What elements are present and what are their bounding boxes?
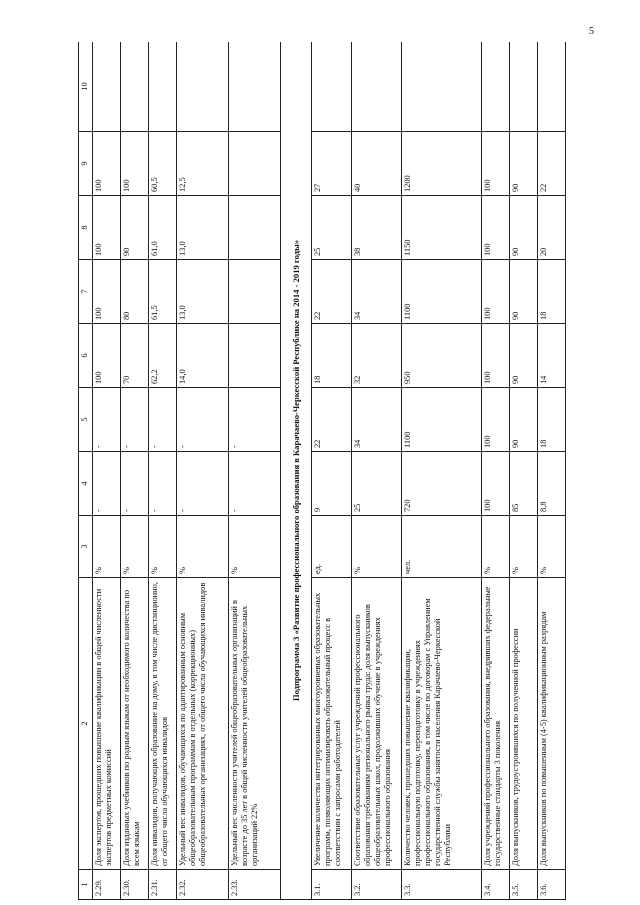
indicator-name: Количество человек, прошедших повышение квалификации, профессиональную подготовку, переподготовку в учреждениях профессионального образования, в том числе по договорам с Управлением государственной службы занятости населения Карачаево-Черкесской Республики bbox=[402, 578, 482, 870]
value-col-4: - bbox=[121, 452, 149, 516]
indicator-name: Соответствие образовательных услуг учреждений профессионального образования требованиям регионального рынка труда: доля выпускников общеобразовательных школ, продолживших обучение в учреждениях профессионального образования bbox=[352, 578, 402, 870]
value-col-10 bbox=[93, 42, 121, 132]
unit: чел. bbox=[402, 516, 482, 578]
value-col-10 bbox=[510, 42, 538, 132]
row-number: 2.33. bbox=[229, 870, 281, 900]
subprogram-title: Подпрограмма 3 «Развитие профессионального образования в Карачаево-Черкесской Республике на 2014 - 2019 годы» bbox=[281, 42, 312, 900]
column-header: 8 bbox=[79, 196, 93, 260]
value-col-10 bbox=[229, 42, 281, 132]
subprogram-header-row bbox=[281, 42, 312, 900]
value-col-9: 22 bbox=[538, 132, 566, 196]
column-header: 6 bbox=[79, 324, 93, 388]
value-col-4: 100 bbox=[482, 452, 510, 516]
row-number: 3.3. bbox=[402, 870, 482, 900]
row-number: 2.32. bbox=[177, 870, 229, 900]
value-col-6: 14,0 bbox=[177, 324, 229, 388]
column-header: 9 bbox=[79, 132, 93, 196]
value-col-8: 38 bbox=[352, 196, 402, 260]
value-col-10 bbox=[538, 42, 566, 132]
value-col-5: 18 bbox=[538, 388, 566, 452]
unit: % bbox=[121, 516, 149, 578]
value-col-7: 90 bbox=[510, 260, 538, 324]
column-header: 7 bbox=[79, 260, 93, 324]
row-number: 3.1. bbox=[312, 870, 352, 900]
value-col-7: 34 bbox=[352, 260, 402, 324]
subprogram-header-section bbox=[281, 42, 312, 900]
unit: % bbox=[149, 516, 177, 578]
value-col-7: 80 bbox=[121, 260, 149, 324]
indicator-name: Доля выпускников по повышенным (4-5) квалификационным разрядам bbox=[538, 578, 566, 870]
value-col-4: 25 bbox=[352, 452, 402, 516]
value-col-9 bbox=[229, 132, 281, 196]
value-col-10 bbox=[149, 42, 177, 132]
row-number: 3.4. bbox=[482, 870, 510, 900]
indicator-name: Доля изданных учебников по родным языкам от необходимого количества по всем языкам bbox=[121, 578, 149, 870]
value-col-6: 70 bbox=[121, 324, 149, 388]
row-number: 3.6. bbox=[538, 870, 566, 900]
value-col-9: 12,5 bbox=[177, 132, 229, 196]
value-col-8: 100 bbox=[93, 196, 121, 260]
value-col-5: - bbox=[177, 388, 229, 452]
unit: % bbox=[538, 516, 566, 578]
value-col-6: 62,2 bbox=[149, 324, 177, 388]
value-col-7 bbox=[229, 260, 281, 324]
value-col-4: - bbox=[149, 452, 177, 516]
unit: % bbox=[510, 516, 538, 578]
column-header: 10 bbox=[79, 42, 93, 132]
value-col-8: 25 bbox=[312, 196, 352, 260]
value-col-4: - bbox=[177, 452, 229, 516]
value-col-7: 18 bbox=[538, 260, 566, 324]
row-number: 3.5. bbox=[510, 870, 538, 900]
value-col-7: 22 bbox=[312, 260, 352, 324]
value-col-9: 40 bbox=[352, 132, 402, 196]
value-col-9: 100 bbox=[121, 132, 149, 196]
value-col-5: 34 bbox=[352, 388, 402, 452]
value-col-9: 90 bbox=[510, 132, 538, 196]
table-row bbox=[402, 42, 482, 900]
value-col-6: 90 bbox=[510, 324, 538, 388]
value-col-6: 32 bbox=[352, 324, 402, 388]
table-row bbox=[93, 42, 121, 900]
value-col-6: 18 bbox=[312, 324, 352, 388]
indicator-name: Доля учреждений профессионального образования, внедривших федеральные государственные стандарты 3 поколения bbox=[482, 578, 510, 870]
table-row bbox=[510, 42, 538, 900]
table-row bbox=[149, 42, 177, 900]
value-col-10 bbox=[402, 42, 482, 132]
value-col-5: 22 bbox=[312, 388, 352, 452]
value-col-9: 1200 bbox=[402, 132, 482, 196]
value-col-8: 61,0 bbox=[149, 196, 177, 260]
indicator-name: Доля экспертов, прошедших повышение квалификации в общей численности экспертов предметных комиссий bbox=[93, 578, 121, 870]
value-col-8: 20 bbox=[538, 196, 566, 260]
column-header: 3 bbox=[79, 516, 93, 578]
value-col-6: 100 bbox=[482, 324, 510, 388]
table-row bbox=[538, 42, 566, 900]
row-number: 2.31. bbox=[149, 870, 177, 900]
document-page bbox=[78, 42, 585, 900]
row-number: 2.30. bbox=[121, 870, 149, 900]
value-col-7: 100 bbox=[482, 260, 510, 324]
value-col-4: - bbox=[229, 452, 281, 516]
value-col-5: - bbox=[149, 388, 177, 452]
indicator-name: Удельный вес численности учителей общеобразовательных организаций в возрасте до 35 лет в общей численности учителей общеобразовательных организаций 22% bbox=[229, 578, 281, 870]
value-col-9: 100 bbox=[93, 132, 121, 196]
value-col-10 bbox=[482, 42, 510, 132]
column-header: 2 bbox=[79, 578, 93, 870]
value-col-5: - bbox=[93, 388, 121, 452]
value-col-8: 1150 bbox=[402, 196, 482, 260]
value-col-10 bbox=[312, 42, 352, 132]
table-row bbox=[229, 42, 281, 900]
column-header: 4 bbox=[79, 452, 93, 516]
table-row bbox=[121, 42, 149, 900]
value-col-4: 8,8 bbox=[538, 452, 566, 516]
indicator-name: Доля выпускников, трудоустроившихся по полученной профессии bbox=[510, 578, 538, 870]
value-col-8 bbox=[229, 196, 281, 260]
page-number: 5 bbox=[589, 26, 594, 37]
value-col-4: 9 bbox=[312, 452, 352, 516]
value-col-6: 100 bbox=[93, 324, 121, 388]
value-col-7: 13,0 bbox=[177, 260, 229, 324]
row-number: 3.2. bbox=[352, 870, 402, 900]
table-body-subprogram-3 bbox=[312, 42, 566, 900]
indicator-name: Увеличение количества интегрированных многоуровневых образовательных программ, позволяющих оптимизировать образовательный процесс в соответствии с запросами работодателей bbox=[312, 578, 352, 870]
indicator-name: Доля инвалидов, получающих образование на дому, в том числе дистанционно, от общего числа обучающихся инвалидов bbox=[149, 578, 177, 870]
indicator-table bbox=[78, 42, 566, 900]
row-number: 2.29. bbox=[93, 870, 121, 900]
table-row bbox=[352, 42, 402, 900]
value-col-10 bbox=[121, 42, 149, 132]
value-col-5: 90 bbox=[510, 388, 538, 452]
value-col-9: 27 bbox=[312, 132, 352, 196]
indicator-name: Удельный вес инвалидов, обучающихся по адаптированным основным общеобразовательным программам в отдельных (коррекционных) общеобразовательных организациях, от общего числа обучающихся инвалидов bbox=[177, 578, 229, 870]
unit: % bbox=[229, 516, 281, 578]
value-col-4: - bbox=[93, 452, 121, 516]
unit: % bbox=[352, 516, 402, 578]
table-row bbox=[177, 42, 229, 900]
value-col-6 bbox=[229, 324, 281, 388]
rotated-table-wrapper bbox=[78, 42, 585, 900]
value-col-9: 100 bbox=[482, 132, 510, 196]
value-col-4: 85 bbox=[510, 452, 538, 516]
column-header: 5 bbox=[79, 388, 93, 452]
value-col-8: 100 bbox=[482, 196, 510, 260]
value-col-7: 1100 bbox=[402, 260, 482, 324]
value-col-8: 90 bbox=[510, 196, 538, 260]
value-col-5: - bbox=[229, 388, 281, 452]
unit: % bbox=[482, 516, 510, 578]
column-number-row bbox=[79, 42, 93, 900]
value-col-9: 60,5 bbox=[149, 132, 177, 196]
table-row bbox=[482, 42, 510, 900]
value-col-10 bbox=[352, 42, 402, 132]
value-col-5: 100 bbox=[482, 388, 510, 452]
value-col-8: 90 bbox=[121, 196, 149, 260]
value-col-5: 1100 bbox=[402, 388, 482, 452]
value-col-7: 61,5 bbox=[149, 260, 177, 324]
value-col-7: 100 bbox=[93, 260, 121, 324]
table-body-subprogram-2 bbox=[93, 42, 281, 900]
value-col-6: 950 bbox=[402, 324, 482, 388]
value-col-6: 14 bbox=[538, 324, 566, 388]
table-row bbox=[312, 42, 352, 900]
value-col-10 bbox=[177, 42, 229, 132]
unit: % bbox=[93, 516, 121, 578]
column-header: 1 bbox=[79, 870, 93, 900]
value-col-8: 13,0 bbox=[177, 196, 229, 260]
unit: % bbox=[177, 516, 229, 578]
unit: ед. bbox=[312, 516, 352, 578]
value-col-4: 720 bbox=[402, 452, 482, 516]
value-col-5: - bbox=[121, 388, 149, 452]
